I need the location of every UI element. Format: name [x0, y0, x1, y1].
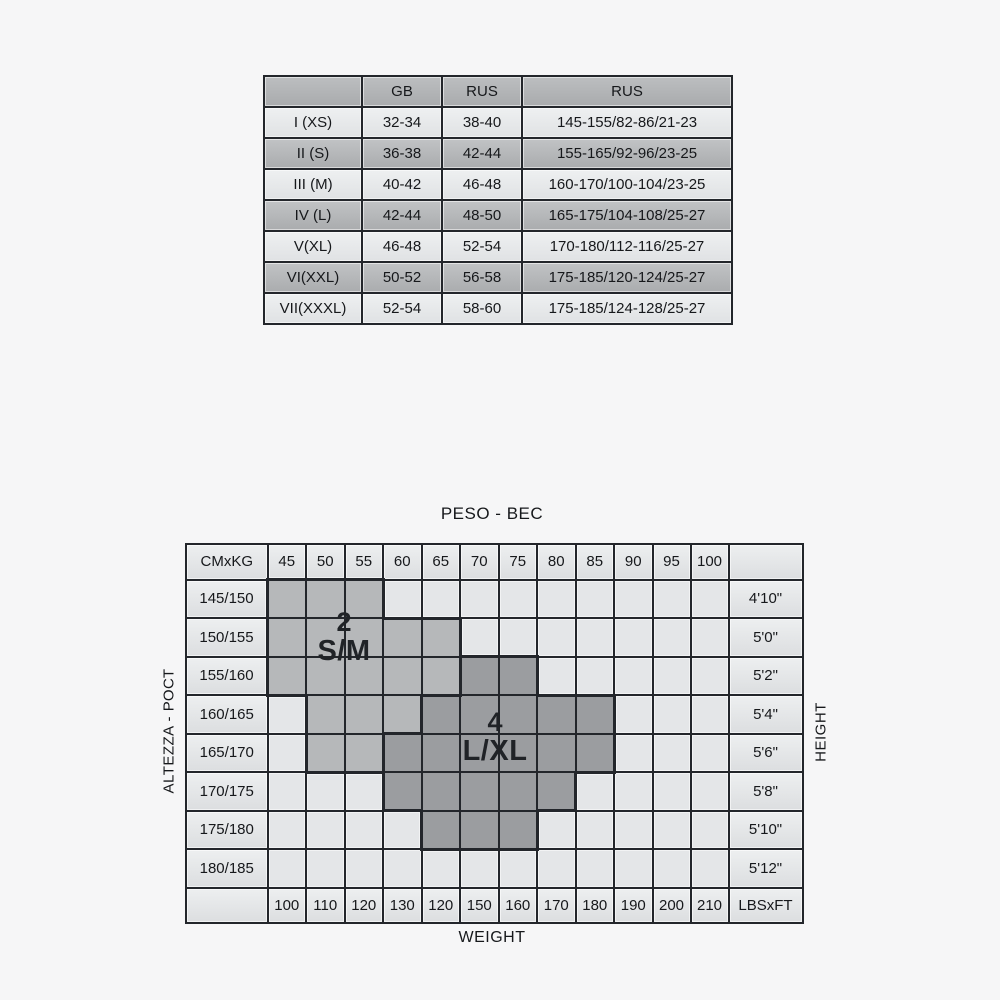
grid-cell: [383, 849, 422, 888]
size-table-cell: 175-185/124-128/25-27: [522, 293, 732, 324]
grid-cell: [653, 849, 691, 888]
grid-cell: [460, 849, 499, 888]
region-sm-number: 2: [336, 607, 352, 637]
grid-ft-label: 5'6": [729, 734, 803, 773]
size-table-cell: 58-60: [442, 293, 522, 324]
grid-cell: [614, 618, 653, 657]
grid-cell: [306, 772, 345, 811]
grid-kg-header: 45: [268, 544, 307, 580]
grid-region-cell-sm: [306, 657, 345, 696]
grid-cell: [306, 849, 345, 888]
size-table-row-label: IV (L): [264, 200, 362, 231]
grid-cell: [422, 849, 461, 888]
grid-lbs-footer: 130: [383, 888, 422, 923]
grid-cell: [576, 657, 615, 696]
grid-region-cell-lxl: [460, 811, 499, 850]
grid-cell: [268, 811, 307, 850]
size-table-cell: 38-40: [442, 107, 522, 138]
grid-cell: [576, 849, 615, 888]
grid-cell: [653, 695, 691, 734]
size-grid-table: [185, 543, 804, 924]
grid-cell: [537, 849, 576, 888]
grid-region-cell-sm: [306, 734, 345, 773]
region-sm-name: S/M: [317, 634, 371, 667]
grid-cm-label: 180/185: [186, 849, 268, 888]
grid-region-cell-sm: [268, 618, 307, 657]
grid-region-cell-lxl: [460, 695, 499, 734]
grid-lbs-footer: 210: [691, 888, 729, 923]
grid-cm-label: 160/165: [186, 695, 268, 734]
size-table-row-label: II (S): [264, 138, 362, 169]
grid-ft-label: 4'10": [729, 580, 803, 619]
size-table-cell: 48-50: [442, 200, 522, 231]
grid-cm-label: 175/180: [186, 811, 268, 850]
grid-lbs-footer: 160: [499, 888, 538, 923]
grid-region-cell-sm: [306, 618, 345, 657]
size-table-cell: 145-155/82-86/21-23: [522, 107, 732, 138]
grid-cell: [614, 580, 653, 619]
grid-region-cell-lxl: [499, 657, 538, 696]
grid-cell: [614, 734, 653, 773]
grid-cell: [691, 811, 729, 850]
grid-region-cell-sm: [345, 618, 384, 657]
size-table-row-label: VI(XXL): [264, 262, 362, 293]
grid-region-cell-lxl: [460, 657, 499, 696]
grid-cm-label: 145/150: [186, 580, 268, 619]
grid-header-spacer: [729, 544, 803, 580]
grid-kg-header: 80: [537, 544, 576, 580]
grid-cell: [691, 618, 729, 657]
size-table-cell: 46-48: [442, 169, 522, 200]
size-table-cell: 175-185/120-124/25-27: [522, 262, 732, 293]
grid-region-cell-lxl: [499, 695, 538, 734]
grid-kg-header: 60: [383, 544, 422, 580]
grid-region-cell-lxl: [537, 772, 576, 811]
size-grid-body: [186, 544, 803, 923]
grid-region-cell-sm: [306, 695, 345, 734]
grid-ft-label: 5'4": [729, 695, 803, 734]
grid-cell: [576, 580, 615, 619]
grid-cell: [614, 811, 653, 850]
size-table-cell: 170-180/112-116/25-27: [522, 231, 732, 262]
grid-cell: [499, 580, 538, 619]
grid-lbs-footer: 100: [268, 888, 307, 923]
size-table-cell: 42-44: [362, 200, 442, 231]
grid-cell: [576, 618, 615, 657]
grid-region-cell-lxl: [537, 734, 576, 773]
size-table-cell: 52-54: [442, 231, 522, 262]
grid-region-cell-sm: [383, 657, 422, 696]
grid-ft-label: 5'2": [729, 657, 803, 696]
size-table-row-label: V(XL): [264, 231, 362, 262]
size-table-cell: 40-42: [362, 169, 442, 200]
grid-cell: [537, 618, 576, 657]
grid-region-cell-sm: [345, 657, 384, 696]
grid-region-cell-sm: [345, 734, 384, 773]
grid-cell: [537, 657, 576, 696]
grid-cell: [345, 811, 384, 850]
grid-lbs-footer: 170: [537, 888, 576, 923]
grid-kg-header: 50: [306, 544, 345, 580]
grid-cell: [614, 695, 653, 734]
grid-cm-label: 170/175: [186, 772, 268, 811]
size-table-cell: 50-52: [362, 262, 442, 293]
size-table-cell: 155-165/92-96/23-25: [522, 138, 732, 169]
grid-region-cell-lxl: [499, 772, 538, 811]
size-table-row-label: VII(XXXL): [264, 293, 362, 324]
grid-lbs-footer: 120: [345, 888, 384, 923]
grid-region-cell-lxl: [460, 772, 499, 811]
grid-cell: [614, 849, 653, 888]
grid-cell: [460, 580, 499, 619]
size-table-body: [264, 76, 732, 324]
grid-cell: [614, 772, 653, 811]
region-lxl-number: 4: [487, 707, 503, 737]
grid-ft-label: 5'12": [729, 849, 803, 888]
size-table-cell: 160-170/100-104/23-25: [522, 169, 732, 200]
size-table-row-label: I (XS): [264, 107, 362, 138]
grid-footer-spacer: [186, 888, 268, 923]
grid-kg-header: 95: [653, 544, 691, 580]
size-table-header: RUS: [522, 76, 732, 107]
grid-top-title: PESO - ВЕС: [440, 504, 544, 523]
grid-kg-header: 90: [614, 544, 653, 580]
grid-cell: [499, 849, 538, 888]
grid-region-cell-lxl: [383, 734, 422, 773]
grid-lbs-footer: 180: [576, 888, 615, 923]
grid-region-cell-lxl: [576, 695, 615, 734]
grid-region-cell-sm: [345, 695, 384, 734]
grid-cell: [614, 657, 653, 696]
size-table-cell: 56-58: [442, 262, 522, 293]
grid-cell: [691, 772, 729, 811]
size-table-header: RUS: [442, 76, 522, 107]
grid-cell: [653, 772, 691, 811]
grid-bottom-title: WEIGHT: [458, 929, 526, 946]
grid-cell: [383, 580, 422, 619]
grid-region-cell-sm: [345, 580, 384, 619]
size-table-corner: [264, 76, 362, 107]
grid-kg-header: 75: [499, 544, 538, 580]
grid-cell: [691, 695, 729, 734]
region-lxl-name: L/XL: [462, 734, 528, 767]
grid-region-cell-sm: [383, 618, 422, 657]
size-table-row-label: III (M): [264, 169, 362, 200]
grid-kg-header: 70: [460, 544, 499, 580]
size-conversion-table: [263, 75, 733, 325]
grid-region-cell-lxl: [499, 734, 538, 773]
grid-cell: [653, 618, 691, 657]
grid-region-cell-lxl: [422, 772, 461, 811]
grid-region-cell-lxl: [422, 811, 461, 850]
grid-cell: [422, 580, 461, 619]
grid-cell: [499, 618, 538, 657]
grid-region-cell-lxl: [422, 695, 461, 734]
grid-kg-header: 100: [691, 544, 729, 580]
grid-region-cell-lxl: [537, 695, 576, 734]
size-table-cell: 36-38: [362, 138, 442, 169]
grid-cell: [268, 734, 307, 773]
grid-ft-label: 5'0": [729, 618, 803, 657]
grid-cell: [345, 849, 384, 888]
grid-region-cell-sm: [306, 580, 345, 619]
size-table-cell: 42-44: [442, 138, 522, 169]
grid-cell: [691, 657, 729, 696]
grid-region-cell-lxl: [383, 772, 422, 811]
grid-cell: [691, 849, 729, 888]
grid-cell: [268, 772, 307, 811]
grid-kg-header: 85: [576, 544, 615, 580]
grid-cm-label: 150/155: [186, 618, 268, 657]
right-axis-label: HEIGHT: [812, 702, 830, 762]
size-table-cell: 165-175/104-108/25-27: [522, 200, 732, 231]
grid-region-cell-sm: [383, 695, 422, 734]
grid-cell: [653, 734, 691, 773]
grid-region-cell-sm: [422, 657, 461, 696]
grid-cm-label: 165/170: [186, 734, 268, 773]
grid-region-cell-sm: [268, 657, 307, 696]
grid-region-cell-lxl: [499, 811, 538, 850]
grid-ft-label: 5'10": [729, 811, 803, 850]
grid-kg-header: 65: [422, 544, 461, 580]
grid-cell: [691, 734, 729, 773]
grid-region-cell-lxl: [460, 734, 499, 773]
grid-cell: [653, 580, 691, 619]
size-table-cell: 52-54: [362, 293, 442, 324]
grid-lbs-footer: 200: [653, 888, 691, 923]
grid-cell: [691, 580, 729, 619]
grid-ft-label: 5'8": [729, 772, 803, 811]
grid-cell: [576, 772, 615, 811]
grid-cell: [460, 618, 499, 657]
grid-lbs-corner-label: LBSxFT: [729, 888, 803, 923]
left-axis-label: ALTEZZA - РОСТ: [160, 668, 178, 794]
size-table-cell: 32-34: [362, 107, 442, 138]
size-table-header: GB: [362, 76, 442, 107]
grid-cell: [306, 811, 345, 850]
grid-cell: [345, 772, 384, 811]
grid-cell: [653, 657, 691, 696]
grid-cell: [537, 811, 576, 850]
size-table-cell: 46-48: [362, 231, 442, 262]
grid-cell: [383, 811, 422, 850]
grid-cell: [268, 849, 307, 888]
grid-region-cell-sm: [268, 580, 307, 619]
grid-region-cell-sm: [422, 618, 461, 657]
grid-lbs-footer: 110: [306, 888, 345, 923]
grid-cell: [268, 695, 307, 734]
grid-lbs-footer: 150: [460, 888, 499, 923]
grid-cell: [537, 580, 576, 619]
grid-cell: [576, 811, 615, 850]
grid-region-cell-lxl: [422, 734, 461, 773]
grid-lbs-footer: 120: [422, 888, 461, 923]
grid-lbs-footer: 190: [614, 888, 653, 923]
size-grid: [185, 543, 804, 924]
grid-cm-label: 155/160: [186, 657, 268, 696]
grid-corner-label: CMxKG: [186, 544, 268, 580]
grid-kg-header: 55: [345, 544, 384, 580]
grid-region-cell-lxl: [576, 734, 615, 773]
grid-cell: [653, 811, 691, 850]
